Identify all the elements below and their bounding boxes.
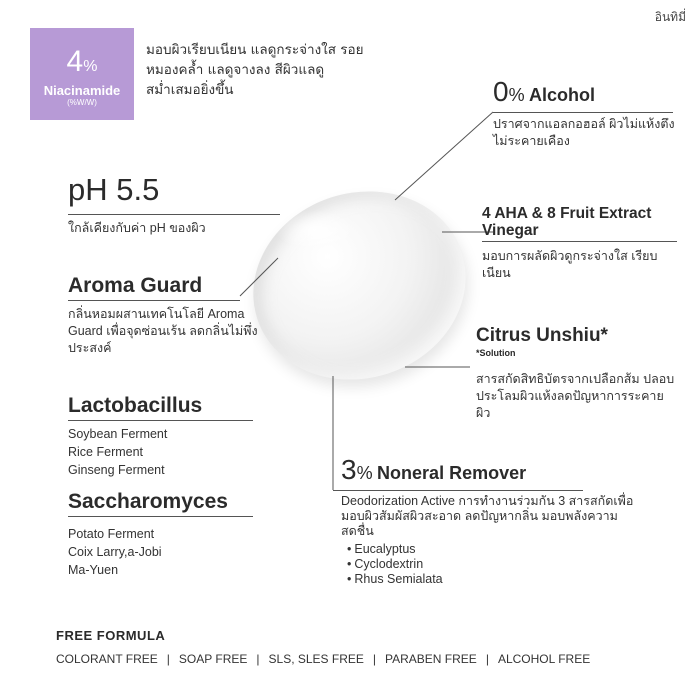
alcohol-description: ปราศจากแอลกอฮอล์ ผิวไม่แห้งตึง ไม่ระคายเคือง bbox=[493, 117, 675, 148]
free-formula-list bbox=[56, 652, 666, 666]
noneral-description: Deodorization Active การทำงานร่วมกัน 3 สารสกัดเพื่อมอบผิวสัมผัสผิวสะอาด ลดปัญหากลิ่น มอบพลังความสดชื่น bbox=[341, 494, 634, 538]
list-item: Rice Ferment bbox=[68, 445, 144, 459]
niacinamide-description: มอบผิวเรียบเนียน แลดูกระจ่างใส รอยหมองคล้ำ แลดูจางลง สีผิวแลดูสม่ำเสมอยิ่งขึ้น bbox=[146, 42, 364, 98]
list-item: Soybean Ferment bbox=[68, 427, 168, 441]
alcohol-underline bbox=[493, 112, 673, 113]
aha-title: 4 AHA & 8 Fruit Extract Vinegar bbox=[482, 205, 652, 239]
separator: | bbox=[166, 652, 170, 666]
separator: | bbox=[372, 652, 377, 666]
list-item: Ginseng Ferment bbox=[68, 463, 165, 477]
list-item: Ma-Yuen bbox=[68, 563, 119, 577]
list-item: Potato Ferment bbox=[68, 527, 155, 541]
ph-title: pH 5.5 bbox=[68, 172, 160, 207]
brand-label: อินทิมี่ bbox=[654, 10, 686, 24]
free-formula-item: ALCOHOL FREE bbox=[497, 652, 591, 666]
citrus-subtitle: *Solution bbox=[476, 348, 516, 358]
lactobacillus-title: Lactobacillus bbox=[68, 394, 203, 417]
free-formula-item: SLS, SLES FREE bbox=[268, 652, 364, 666]
noneral-list bbox=[341, 542, 443, 587]
alcohol-heading: 0% Alcohol bbox=[493, 76, 596, 107]
list-item: • Rhus Semialata bbox=[347, 572, 443, 587]
alcohol-percent: 0 bbox=[493, 76, 509, 107]
citrus-description: สารสกัดสิทธิบัตรจากเปลือกส้ม ปลอบประโลมผิวแห้งลดปัญหาการระคายผิว bbox=[476, 372, 675, 420]
alcohol-title: Alcohol bbox=[529, 85, 596, 105]
aha-underline bbox=[482, 241, 677, 242]
saccharomyces-title: Saccharomyces bbox=[68, 490, 228, 513]
list-item: • Eucalyptus bbox=[347, 542, 443, 557]
aroma-guard-description: กลิ่นหอมผสานเทคโนโลยี Aroma Guard เพื่อจุดซ่อนเร้น ลดกลิ่นไม่พึ่งประสงค์ bbox=[68, 307, 258, 355]
niacinamide-unit: (%W/W) bbox=[67, 98, 97, 107]
alcohol-connector bbox=[395, 112, 493, 200]
noneral-underline bbox=[333, 490, 583, 491]
aha-description: มอบการผลัดผิวดูกระจ่างใส เรียบเนียน bbox=[482, 249, 658, 280]
separator: | bbox=[256, 652, 260, 666]
separator: | bbox=[485, 652, 489, 666]
niacinamide-name: Niacinamide bbox=[43, 83, 121, 98]
aroma-guard-title: Aroma Guard bbox=[68, 274, 203, 297]
noneral-title: Noneral Remover bbox=[377, 463, 527, 483]
ph-description: ใกล้เคียงกับค่า pH ของผิว bbox=[68, 221, 206, 235]
noneral-heading: 3% Noneral Remover bbox=[341, 454, 527, 485]
niacinamide-percent: 4% bbox=[66, 45, 98, 78]
citrus-title: Citrus Unshiu* bbox=[476, 325, 608, 346]
free-formula-item: SOAP FREE bbox=[178, 652, 248, 666]
free-formula-item: PARABEN FREE bbox=[385, 652, 477, 666]
list-item: Coix Larry,a-Jobi bbox=[68, 545, 162, 559]
free-formula-title: FREE FORMULA bbox=[56, 628, 166, 643]
list-item: • Cyclodextrin bbox=[347, 557, 443, 572]
noneral-percent: 3 bbox=[341, 454, 357, 485]
aroma-connector bbox=[240, 258, 278, 296]
free-formula-item: COLORANT FREE bbox=[56, 652, 158, 666]
